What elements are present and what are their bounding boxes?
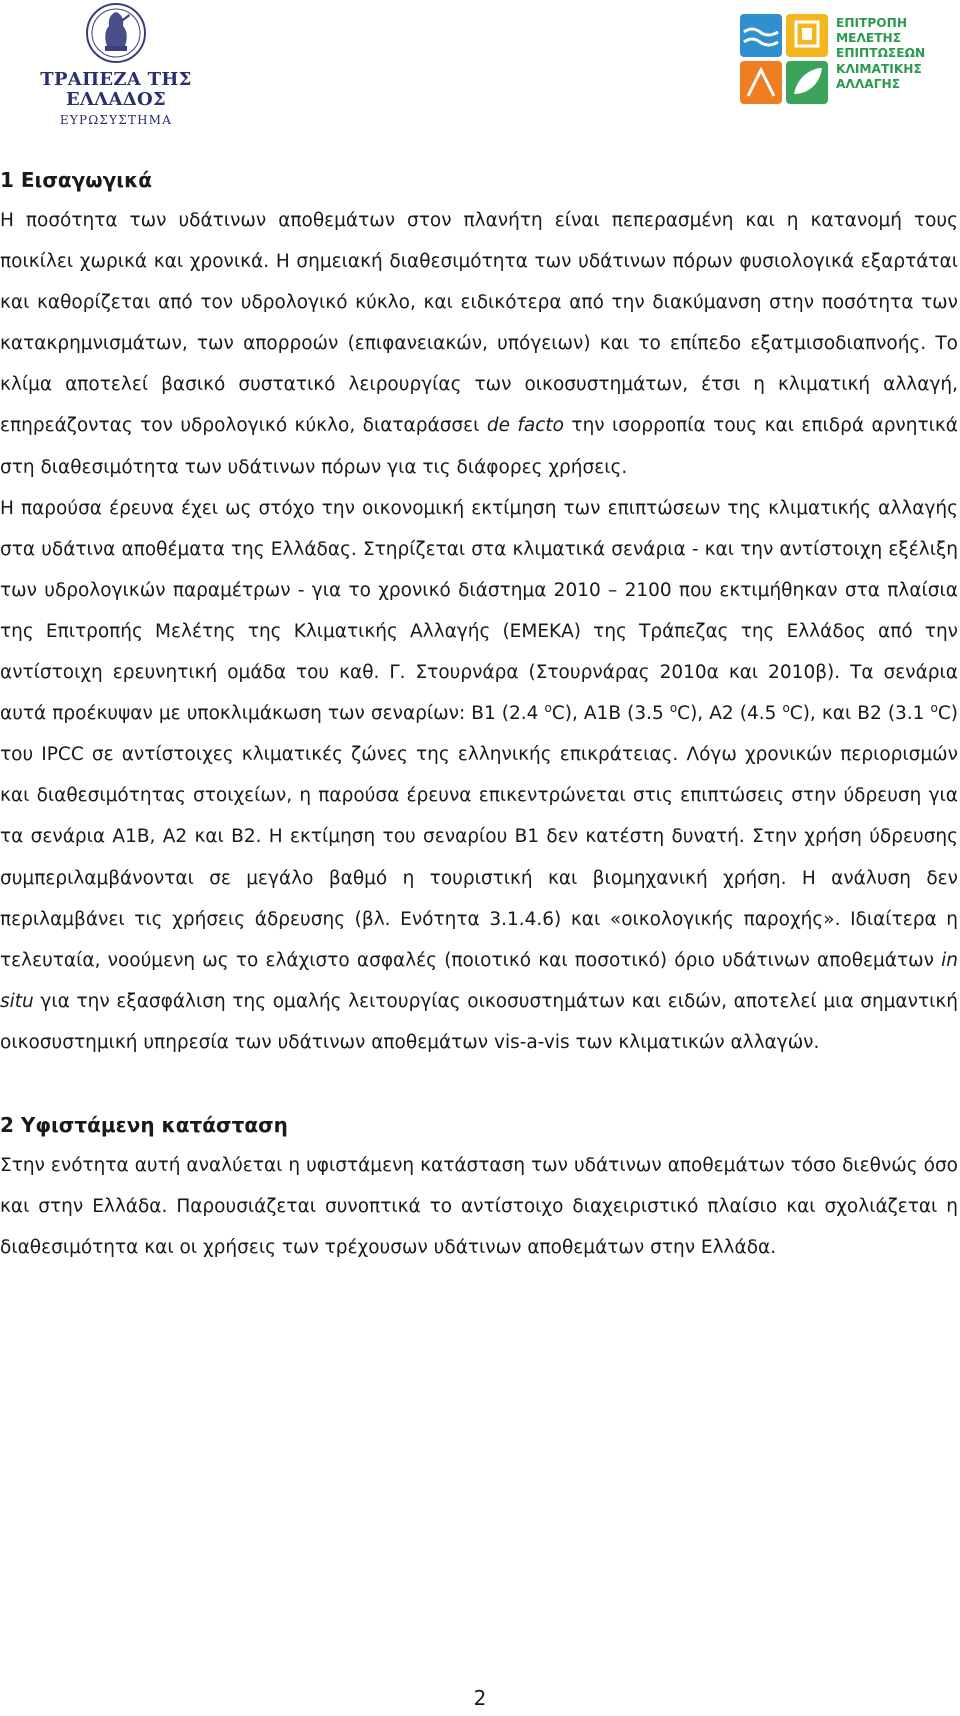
bank-logo-name: ΤΡΑΠΕΖΑ ΤΗΣ ΕΛΛΑΔΟΣ (40, 69, 192, 110)
degree-symbol: o (782, 701, 790, 716)
degree-symbol: o (544, 701, 552, 716)
degree-symbol: o (669, 701, 678, 716)
bank-logo-subtitle: ΕΥΡΩΣΥΣΤΗΜΑ (59, 112, 173, 127)
bank-seal-icon (85, 0, 147, 68)
bank-of-greece-logo (4, 0, 228, 127)
italic-term: in situ (0, 949, 958, 1012)
text-run: C), A2 (4.5 (677, 703, 783, 725)
climate-logo-text (836, 16, 925, 92)
text-run: Η ποσότητα των υδάτινων αποθεμάτων στον πλανήτη είναι πεπερασμένη και η κατανομή τους ποικίλει χωρικά και χρονικά. Η σημειακή διαθεσιμότητα των υδάτινων πόρων φυσιολογικά εξαρτάται και καθορίζεται από τον υδρολογικό κύκλο, και ειδικότερα από την διακύμανση στην ποσότητα των κατακρημνισμάτων, των απορροών (επιφανειακών, υπόγειων) και το επίπεδο εξατμισοδιαπνοής. Το κλίμα αποτελεί βασικό συστατικό λειρουργίας των οικοσυστημάτων, έτσι η κλιματική αλλαγή, επηρεάζοντας τον υδρολογικό κύκλο, διαταράσσει (0, 210, 958, 437)
text-run: για την εξασφάλιση της ομαλής λειτουργίας οικοσυστημάτων και ειδών, αποτελεί μια σημαντική οικοσυστημική υπηρεσία των υδάτινων αποθεμάτων vis-a-vis των κλιματικών αλλαγών. (0, 990, 958, 1053)
page-number: 2 (473, 1686, 487, 1710)
text-run: C) του IPCC σε αντίστοιχες κλιματικές ζώνες της ελληνικής επικράτειας. Λόγω χρονικών περιορισμών και διαθεσιμότητας στοιχείων, η παρούσα έρευνα επικεντρώνεται στις επιπτώσεις στην ύδρευση για τα σενάρια Α1Β, Α2 και Β2. Η εκτίμηση του σεναρίου Β1 δεν κατέστη δυνατή. Στην χρήση ύδρευσης συμπεριλαμβάνονται σε μεγάλο βαθμό η τουριστική και βιομηχανική χρήση. Η ανάλυση δεν περιλαμβάνει τις χρήσεις άδρευσης (βλ. Ενότητα 3.1.4.6) και «οικολογικής παροχής». Ιδιαίτερα η τελευταία, νοούμενη ως το ελάχιστο ασφαλές (ποιοτικό και ποσοτικό) όριο υδάτινων αποθεμάτων (0, 703, 959, 971)
text-run: την ισορροπία τους και επιδρά αρνητικά στη διαθεσιμότητα των υδάτινων πόρων για τις διάφορες χρήσεις. (0, 415, 958, 478)
climate-logo-line: ΜΕΛΕΤΗΣ (836, 31, 902, 46)
text-run: C), A1B (3.5 (551, 703, 670, 725)
climate-tiles-icon (740, 14, 828, 104)
climate-logo-line: ΑΛΛΑΓΗΣ (836, 76, 901, 91)
climate-logo-line: ΕΠΙΤΡΟΠΗ (836, 16, 908, 30)
degree-symbol: o (930, 701, 938, 716)
climate-committee-logo (740, 14, 960, 104)
text-run: Η παρούσα έρευνα έχει ως στόχο την οικονομική εκτίμηση των επιπτώσεων της κλιματικής αλλαγής στα υδάτινα αποθέματα της Ελλάδας. Στηρίζεται στα κλιματικά σενάρια - και την αντίστοιχη εξέλιξη των υδρολογικών παραμέτρων - για το χρονικό διάστημα 2010 – 2100 που εκτιμήθηκαν στα πλαίσια της Επιτροπής Μελέτης της Κλιματικής Αλλαγής (ΕΜΕΚΑ) της Τράπεζας της Ελλάδος από την αντίστοιχη ερευνητική ομάδα του καθ. Γ. Στουρνάρα (Στουρνάρας 2010α και 2010β). Τα σενάρια αυτά προέκυψαν με υποκλιμάκωση των σεναρίων: Β1 (2.4 (0, 497, 958, 725)
section-heading-current-state: 2 Υφιστάμενη κατάσταση (0, 1112, 288, 1137)
italic-term: de facto (486, 415, 564, 437)
document-body (0, 160, 958, 1268)
intro-paragraph-1 (0, 200, 958, 488)
current-state-paragraph: Στην ενότητα αυτή αναλύεται η υφιστάμενη κατάσταση των υδάτινων αποθεμάτων τόσο διεθνώς όσο και στην Ελλάδα. Παρουσιάζεται συνοπτικά το αντίστοιχο διαχειριστικό πλαίσιο και σχολιάζεται η διαθεσιμότητα και οι χρήσεις των τρέχουσων υδάτινων αποθεμάτων στην Ελλάδα. (0, 1154, 958, 1259)
section-heading-introduction: 1 Εισαγωγικά (0, 168, 153, 192)
intro-paragraph-2 (0, 488, 958, 1063)
climate-logo-line: ΚΛΙΜΑΤΙΚΗΣ (836, 61, 922, 76)
climate-logo-line: ΕΠΙΠΤΩΣΕΩΝ (836, 46, 926, 61)
section-spacer (0, 1063, 958, 1105)
text-run: C), και B2 (3.1 (789, 703, 931, 725)
